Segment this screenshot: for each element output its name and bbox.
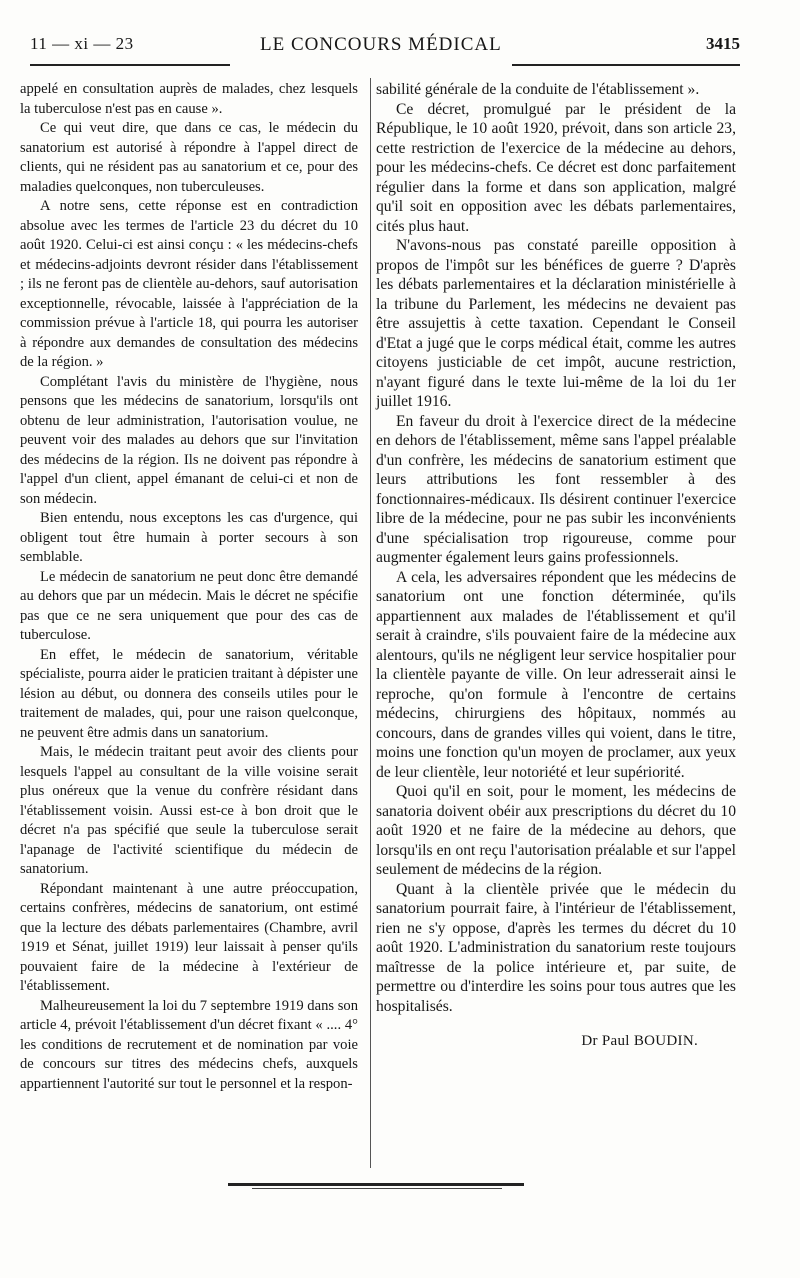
- paragraph: Ce qui veut dire, que dans ce cas, le médecin du sanatorium est autorisé à répondre à l'appel direct de clients, qui ne résident pas au sanatorium et ce, pour des maladies quelconques, non tuberculeuses.: [20, 120, 358, 195]
- header-rule-left: [30, 64, 230, 66]
- issue-date: 11 — xi — 23: [30, 34, 134, 53]
- paragraph: Le médecin de sanatorium ne peut donc être demandé au dehors que par un médecin. Mais le décret ne spécifie pas que ce ne sera uniquement que pour des cas de tuberculose.: [20, 568, 358, 643]
- page-header: [30, 34, 740, 62]
- paragraph: En effet, le médecin de sanatorium, véritable spécialiste, pourra aider le praticien traitant à dépister une lésion au début, ou donnera des conseils utiles pour le traitement de malades, qui, pour une raison quelconque, ne peuvent être admis dans un sanatorium.: [20, 646, 358, 741]
- right-column: [376, 80, 736, 1052]
- journal-title: LE CONCOURS MÉDICAL: [260, 34, 502, 55]
- footer-rule: [228, 1183, 524, 1186]
- paragraph: Ce décret, promulgué par le président de la République, le 10 août 1920, prévoit, dans son article 23, cette restriction de l'exercice de la médecine au dehors, pour les médecins-chefs. Ce décret est donc parfaitement régulier dans la forme et dans son application, malgré qu'il soit en opposition avec les débats parlementaires, cités plus haut.: [376, 100, 736, 235]
- left-column: [20, 80, 358, 1094]
- paragraph: Répondant maintenant à une autre préoccupation, certains confrères, médecins de sanatorium, ont estimé que la lecture des débats parlementaires (Chambre, avril 1919 et Sénat, juillet 1919) leur laissait à penser qu'ils pouvaient faire de la médecine à l'extérieur de l'établissement.: [20, 880, 358, 994]
- page-number: 3415: [706, 34, 740, 53]
- header-rule-right: [512, 64, 740, 66]
- paragraph: Quoi qu'il en soit, pour le moment, les médecins de sanatoria doivent obéir aux prescriptions du décret du 10 août 1920 et ne faire de la médecine au dehors, que lorsqu'ils en ont reçu l'autorisation préalable et sur l'appel seulement de médecins de la région.: [376, 783, 736, 878]
- footer-rule-thin: [252, 1188, 502, 1189]
- paragraph: A notre sens, cette réponse est en contradiction absolue avec les termes de l'article 23 du décret du 10 août 1920. Celui-ci est ainsi conçu : « les médecins-chefs et médecins-adjoints devront résider dans l'établissement ; ils ne feront pas de clientèle au-dehors, sauf autorisation exceptionnelle, révocable, laissée à l'appréciation de la commission prévue à l'article 18, qui pourra les autoriser à répondre aux demandes de consultation des médecins de la région. »: [20, 198, 358, 370]
- paragraph: Malheureusement la loi du 7 septembre 1919 dans son article 4, prévoit l'établissement d'un décret fixant « .... 4° les conditions de recrutement et de nomination par voie de concours sur titres des médecins chefs, auxquels appartiennent l'autorité sur tout le personnel et la respon-: [20, 997, 358, 1092]
- column-separator: [370, 78, 371, 1168]
- paragraph: En faveur du droit à l'exercice direct de la médecine en dehors de l'établissement, même sans l'appel préalable d'un confrère, les médecins de sanatorium estiment que leurs attributions les font ressembler à des fonctionnaires-médicaux. Ils désirent continuer l'exercice libre de la médecine, pour ne pas subir les inconvénients d'une spécialisation trop rigoureuse, comme pour augmenter également leurs gains professionnels.: [376, 412, 736, 566]
- author-signature: Dr Paul BOUDIN.: [581, 1033, 698, 1049]
- paragraph: Bien entendu, nous exceptons les cas d'urgence, qui obligent tout être humain à porter secours à son semblable.: [20, 510, 358, 565]
- paragraph: appelé en consultation auprès de malades, chez lesquels la tuberculose n'est pas en cause ».: [20, 81, 358, 117]
- paragraph: sabilité générale de la conduite de l'établissement ».: [376, 81, 700, 98]
- paragraph: A cela, les adversaires répondent que les médecins de sanatorium ont une fonction déterminée, qu'ils appartiennent aux malades de l'établissement et qu'il serait à craindre, s'ils pouvaient faire de la médecine aux alentours, qu'ils ne négligent leur service hospitalier pour la clientèle payante de ville. On leur adresserait ainsi le reproche, qu'on formule à l'encontre de certains médecins, chirurgiens des hôpitaux, nommés au concours, dans de grandes villes qui voient, dans le titre, moins une fonction qu'un moyen de proclamer, aux yeux de leur clientèle, leur notoriété et leur supériorité.: [376, 568, 736, 781]
- paragraph: N'avons-nous pas constaté pareille opposition à propos de l'impôt sur les bénéfices de guerre ? D'après les débats parlementaires et la déclaration ministérielle à la tribune du Parlement, les médecins ne devaient pas être assujettis à cette taxation. Cependant le Conseil d'Etat a jugé que le corps médical était, comme les autres citoyens justiciable de cet impôt, aucune restriction, n'ayant figuré dans le texte lui-même de la loi du 1er juillet 1916.: [376, 237, 736, 410]
- paragraph: Complétant l'avis du ministère de l'hygiène, nous pensons que les médecins de sanatorium, lorsqu'ils ont obtenu de leur administration, l'autorisation voulue, ne peuvent voir des malades au dehors que sur l'invitation des médecins de la région. Ils ne doivent pas répondre à l'appel d'un client, appel émanant de celui-ci et non de son médecin.: [20, 373, 358, 507]
- paragraph: Mais, le médecin traitant peut avoir des clients pour lesquels l'appel au consultant de la ville voisine serait plus onéreux que la venue du confrère résidant dans l'établissement voisin. Aussi est-ce à bon droit que le décret n'a pas spécifié que seule la tuberculose serait l'apanage de l'activité scientifique du médecin de sanatorium.: [20, 744, 358, 877]
- paragraph: Quant à la clientèle privée que le médecin du sanatorium pourrait faire, à l'intérieur de l'établissement, rien ne s'y oppose, d'après les termes du décret du 10 août 1920. L'administration du sanatorium reste toujours maîtresse de la police intérieure et, par suite, de permettre ou d'interdire les soins pour tous autres que les hospitalisés.: [376, 880, 736, 1015]
